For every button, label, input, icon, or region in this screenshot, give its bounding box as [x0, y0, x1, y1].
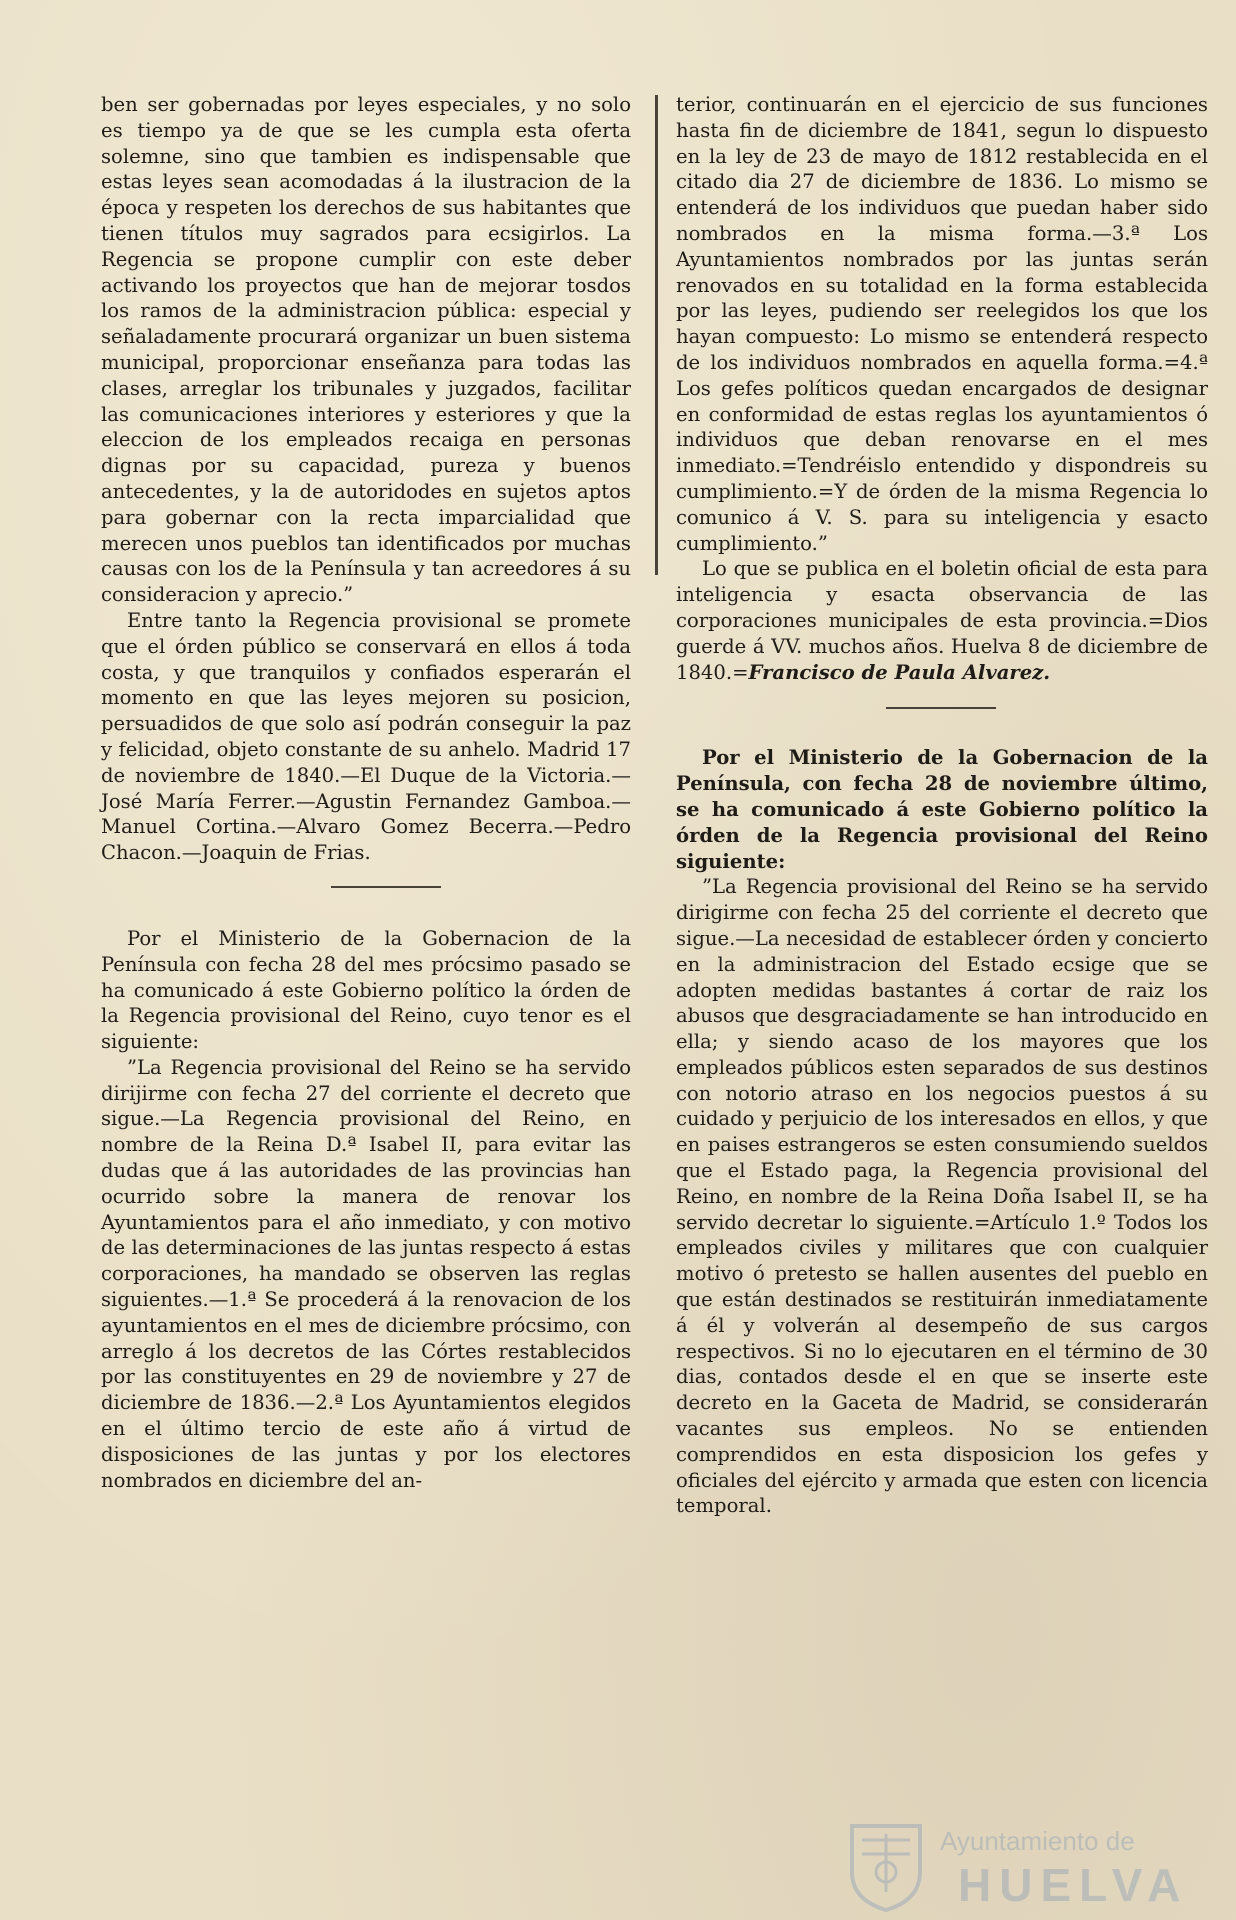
- watermark-line-2: HUELVA: [958, 1859, 1189, 1911]
- right-paragraph-4: ”La Regencia provisional del Reino se ha servido dirigirme con fecha 25 del corriente el decreto que sigue.—La necesidad de establecer órden y concierto en la administracion del Estado ecsige que se adopten medidas bastantes á cortar de raiz los abusos que desgraciadamente se han introducido en ella; y siendo acaso de los mayores que los empleados públicos esten separados de sus destinos con notorio atraso en los negocios puestos á su cuidado y perjuicio de los interesados en ellos, y que en paises estrangeros se esten consumiendo sueldos que el Estado paga, la Regencia provisional del Reino, en nombre de la Reina Doña Isabel II, se ha servido decretar lo siguiente.=Artículo 1.º Todos los empleados civiles y militares que con cualquier motivo ó pretesto se hallen ausentes del pueblo en que están destinados se restituirán inmediatamente á él y volverán al desempeño de sus cargos respectivos. Si no lo ejecutaren en el término de 30 dias, contados desde el en que se inserte este decreto en la Gaceta de Madrid, se considerarán vacantes sus empleos. No se entienden comprendidos en esta disposicion los gefes y oficiales del ejército y armada que esten con licencia temporal.: [676, 875, 1208, 1518]
- left-paragraph-1: ben ser gobernadas por leyes especiales, y no solo es tiempo ya de que se les cumpla esta oferta solemne, sino que tambien es indispensable que estas leyes sean acomodadas á la ilustracion de la época y respeten los derechos de sus habitantes que tienen títulos muy sagrados para ecsigirlos. La Regencia se propone cumplir con este deber activando los proyectos que han de mejorar tosdos los ramos de la administracion pública: especial y señaladamente procurará organizar un buen sistema municipal, proporcionar enseñanza para todas las clases, arreglar los tribunales y juzgados, facilitar las comunicaciones interiores y esteriores y que la eleccion de los empleados recaiga en personas dignas por su capacidad, pureza y buenos antecedentes, y la de autoridodes en sujetos aptos para gobernar con la recta imparcialidad que merecen unos pueblos tan identificados por muchas causas con los de la Península y tan acreedores á su consideracion y aprecio.”: [101, 93, 631, 607]
- right-paragraph-2-text: Lo que se publica en el boletin oficial de esta para inteligencia y esacta observancia de las corporaciones municipales de esta provincia.=Dios guerde á VV. muchos años. Huelva 8 de diciembre de 1840.=: [676, 557, 1208, 684]
- section-divider-right: [886, 707, 996, 709]
- right-paragraph-1: terior, continuarán en el ejercicio de sus funciones hasta fin de diciembre de 1841, segun lo dispuesto en la ley de 23 de mayo de 1812 restablecida en el citado dia 27 de diciembre de 1836. Lo mismo se entenderá de los individuos que puedan haber sido nombrados en la misma forma.—3.ª Los Ayuntamientos nombrados por las juntas serán renovados en su totalidad en la forma establecida por las leyes, pudiendo ser reelegidos los que los hayan compuesto: Lo mismo se entenderá respecto de los individuos nombrados en aquella forma.=4.ª Los gefes políticos quedan encargados de designar en conformidad de estas reglas los ayuntamientos ó individuos que deban renovarse en el mes inmediato.=Tendréislo entendido y dispondreis su cumplimiento.=Y de órden de la misma Regencia lo comunico á V. S. para su inteligencia y esacto cumplimiento.”: [676, 93, 1208, 555]
- right-paragraph-3: Por el Ministerio de la Gobernacion de la Península, con fecha 28 de noviembre último, se ha comunicado á este Gobierno político la órden de la Regencia provisional del Reino siguiente:: [676, 746, 1208, 873]
- right-column: [676, 92, 1208, 1519]
- watermark-line-1: Ayuntamiento de: [940, 1826, 1135, 1856]
- section-divider-left: [331, 886, 441, 888]
- signature: Francisco de Paula Alvarez.: [748, 660, 1051, 684]
- left-paragraph-2: Entre tanto la Regencia provisional se promete que el órden público se conservará en ellos á toda costa, y que tranquilos y confiados esperarán el momento en que las leyes mejoren su posicion, persuadidos de que solo así podrán conseguir la paz y felicidad, objeto constante de su anhelo. Madrid 17 de noviembre de 1840.—El Duque de la Victoria.—José María Ferrer.—Agustin Fernandez Gamboa.—Manuel Cortina.—Alvaro Gomez Becerra.—Pedro Chacon.—Joaquin de Frias.: [101, 608, 631, 865]
- right-paragraph-2: [676, 556, 1208, 685]
- left-column: [101, 92, 631, 1493]
- left-paragraph-3: Por el Ministerio de la Gobernacion de la Península con fecha 28 del mes prócsimo pasado se ha comunicado á este Gobierno político la órden de la Regencia provisional del Reino, cuyo tenor es el siguiente:: [101, 926, 631, 1054]
- left-paragraph-4: ”La Regencia provisional del Reino se ha servido dirijirme con fecha 27 del corriente el decreto que sigue.—La Regencia provisional del Reino, en nombre de la Reina D.ª Isabel II, para evitar las dudas que á las autoridades de las provincias han ocurrido sobre la manera de renovar los Ayuntamientos para el año inmediato, y con motivo de las determinaciones de las juntas respecto á estas corporaciones, ha mandado se observen las reglas siguientes.—1.ª Se procederá á la renovacion de los ayuntamientos en el mes de diciembre prócsimo, con arreglo á los decretos de las Córtes restablecidos por las constituyentes en 29 de noviembre y 27 de diciembre de 1836.—2.ª Los Ayuntamientos elegidos en el último tercio de este año á virtud de disposiciones de las juntas y por los electores nombrados en diciembre del an-: [101, 1055, 631, 1492]
- column-divider: [655, 95, 658, 575]
- watermark-stamp: [840, 1820, 1220, 1915]
- coat-of-arms-icon: [846, 1820, 926, 1912]
